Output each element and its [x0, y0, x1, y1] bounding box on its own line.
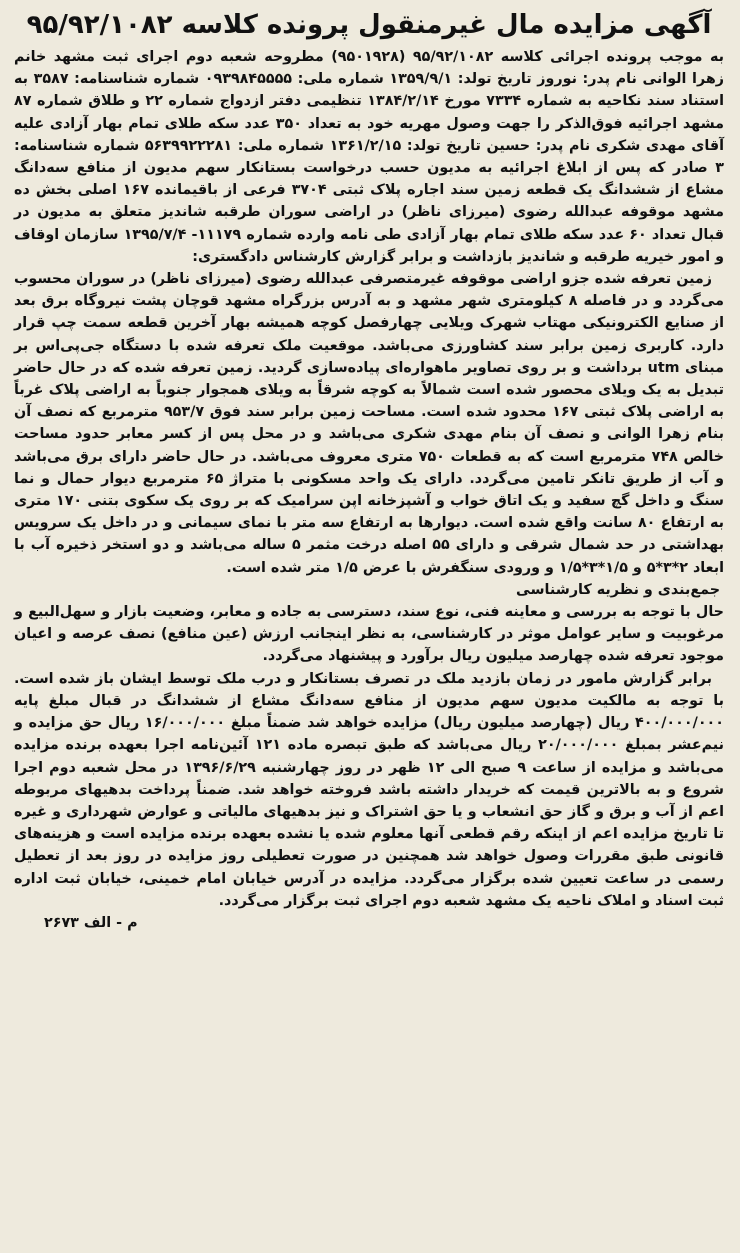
summary-heading: جمع‌بندی و نظریه کارشناسی — [516, 581, 720, 598]
intro-paragraph: به موجب پرونده اجرائی کلاسه ۹۵/۹۲/۱۰۸۲ (۹۵۰۱۹۲۸) مطروحه شعبه دوم اجرای ثبت مشهد خانم زهرا الوانی نام پدر: نوروز تاریخ تولد: ۱۳۵۹/۹/۱ شماره ملی: ۰۹۳۹۸۴۵۵۵۵ شماره شناسنامه: ۳۵۸۷ به استناد سند نکاحیه به شماره ۷۳۳۴ مورخ ۱۳۸۴/۲/۱۴ تنظیمی دفتر ازدواج شماره ۲۲ و طلاق شماره ۸۷ مشهد اجرائیه فوق‌الذکر را جهت وصول مهریه خود به تعداد ۳۵۰ عدد سکه طلای تمام بهار آزادی علیه آقای مهدی شکری نام پدر: حسین تاریخ تولد: ۱۳۶۱/۲/۱۵ شماره ملی: ۵۶۳۹۹۲۲۲۸۱ شماره شناسنامه: ۳ صادر که پس از ابلاغ اجرائیه به مدیون حسب درخواست بستانکار سهم مدیون از منافع سه‌دانگ مشاع از ششدانگ یک قطعه زمین سند اجاره پلاک ثبتی ۳۷۰۴ فرعی از باقیمانده ۱۶۷ اصلی بخش ده مشهد موقوفه عبدالله رضوی (میرزای ناظر) در اراضی سوران طرقبه شاندیز متعلق به مدیون در قبال تعداد ۶۰ عدد سکه طلای تمام بهار آزادی طی نامه وارده شماره ۱۱۱۷۹- ۱۳۹۵/۷/۴ سازمان اوقاف و امور خیریه طرقبه و شاندیز بازداشت و برابر گزارش کارشناس دادگستری: — [14, 49, 724, 265]
notice-title: آگهی مزایده مال غیرمنقول پرونده کلاسه ۹۵/۹۲/۱۰۸۲ — [26, 10, 712, 40]
notice-reference: م - الف ۲۶۷۳ — [44, 914, 138, 931]
property-description-paragraph: زمین تعرفه شده جزو اراضی موقوفه غیرمتصرفی عبدالله رضوی (میرزای ناظر) در سوران محسوب می‌گردد و در فاصله ۸ کیلومتری شهر مشهد و به آدرس بزرگراه مشهد قوچان پشت نیروگاه برق بعد از صنایع الکترونیکی مهتاب شهرک ویلایی چهارفصل کوچه همیشه بهار آخرین قطعه سمت چپ قرار دارد. کاربری زمین برابر سند کشاورزی می‌باشد. موقعیت ملک تعرفه شده با دستگاه جی‌پی‌اس بر مبنای utm برداشت و بر روی تصاویر ماهواره‌ای پیاده‌سازی گردید. زمین تعرفه شده که در حال حاضر تبدیل به یک ویلای محصور شده است شمالاً به کوچه شرقاً به ویلای همجوار جنوباً به اراضی پلاک غرباً به اراضی پلاک ثبتی ۱۶۷ محدود شده است. مساحت زمین برابر سند فوق ۹۵۳/۷ مترمربع که نصف آن بنام زهرا الوانی و نصف آن بنام مهدی شکری می‌باشد و در محل پس از کسر معابر حدود مساحت خالص ۷۴۸ مترمربع است که به قطعات ۷۵۰ متری معروف می‌باشد. در حال حاضر دارای برق می‌باشد و آب از طریق تانکر تامین می‌گردد. دارای یک واحد مسکونی با متراژ ۶۵ مترمربع دیوار حمال و نما سنگ و داخل گچ سفید و یک اتاق خواب و آشپزخانه اپن سرامیک که بر روی یک سکوی بتنی ۱۷۰ متری به ارتفاع ۸۰ سانت واقع شده است. دیوارها به ارتفاع سه متر با نمای سیمانی و در داخل یک سرویس بهداشتی در حد شمال شرقی و دارای ۵۵ اصله درخت مثمر ۵ ساله می‌باشد و دو استخر ذخیره آب با ابعاد ۲*۳*۵ و ۱/۵*۳*۱/۵ و ورودی سنگفرش با عرض ۱/۵ متر شده است. — [14, 271, 725, 576]
expert-summary-paragraph: حال با توجه به بررسی و معاینه فنی، نوع سند، دسترسی به جاده و معابر، وضعیت بازار و سهل‌البیع و مرغوبیت و سایر عوامل موثر در کارشناسی، به نظر اینجانب ارزش (عین منافع) نصف عرصه و اعیان موجود تعرفه شده چهارصد میلیون ریال برآورد و پیشنهاد می‌گردد. — [14, 604, 724, 665]
auction-terms-paragraph: برابر گزارش مامور در زمان بازدید ملک در تصرف بستانکار و درب ملک توسط ایشان باز شده است. با توجه به مالکیت مدیون سهم مدیون از منافع سه‌دانگ مشاع از ششدانگ در قبال مبلغ پایه ۴۰۰/۰۰۰/۰۰۰ ریال (چهارصد میلیون ریال) مزایده خواهد شد ضمناً مبلغ ۱۶/۰۰۰/۰۰۰ ریال حق مزایده و نیم‌عشر بمبلغ ۲۰/۰۰۰/۰۰۰ ریال می‌باشد که طبق تبصره ماده ۱۲۱ آئین‌نامه اجرا بعهده برنده مزایده می‌باشد و مزایده از ساعت ۹ صبح الی ۱۲ ظهر در روز چهارشنبه ۱۳۹۶/۶/۲۹ در محل شعبه دوم اجرا شروع و به بالاترین قیمت که خریدار داشته باشد فروخته خواهد شد. ضمناً پرداخت بدهیهای مربوطه اعم از آب و برق و گاز حق انشعاب و یا حق اشتراک و نیز بدهیهای مالیاتی و عوارض شهرداری و غیره تا تاریخ مزایده اعم از اینکه رقم قطعی آنها معلوم شده یا نشده بعهده برنده مزایده است و هزینه‌های قانونی طبق مقررات وصول خواهد شد همچنین در صورت تعطیلی روز مزایده در روز بعد از تعطیل رسمی در ساعت تعیین شده برگزار می‌گردد. مزایده در آدرس خیابان امام خمینی، خیابان ثبت اداره ثبت اسناد و املاک ناحیه یک مشهد شعبه دوم اجرای ثبت برگزار می‌گردد. — [14, 670, 725, 909]
